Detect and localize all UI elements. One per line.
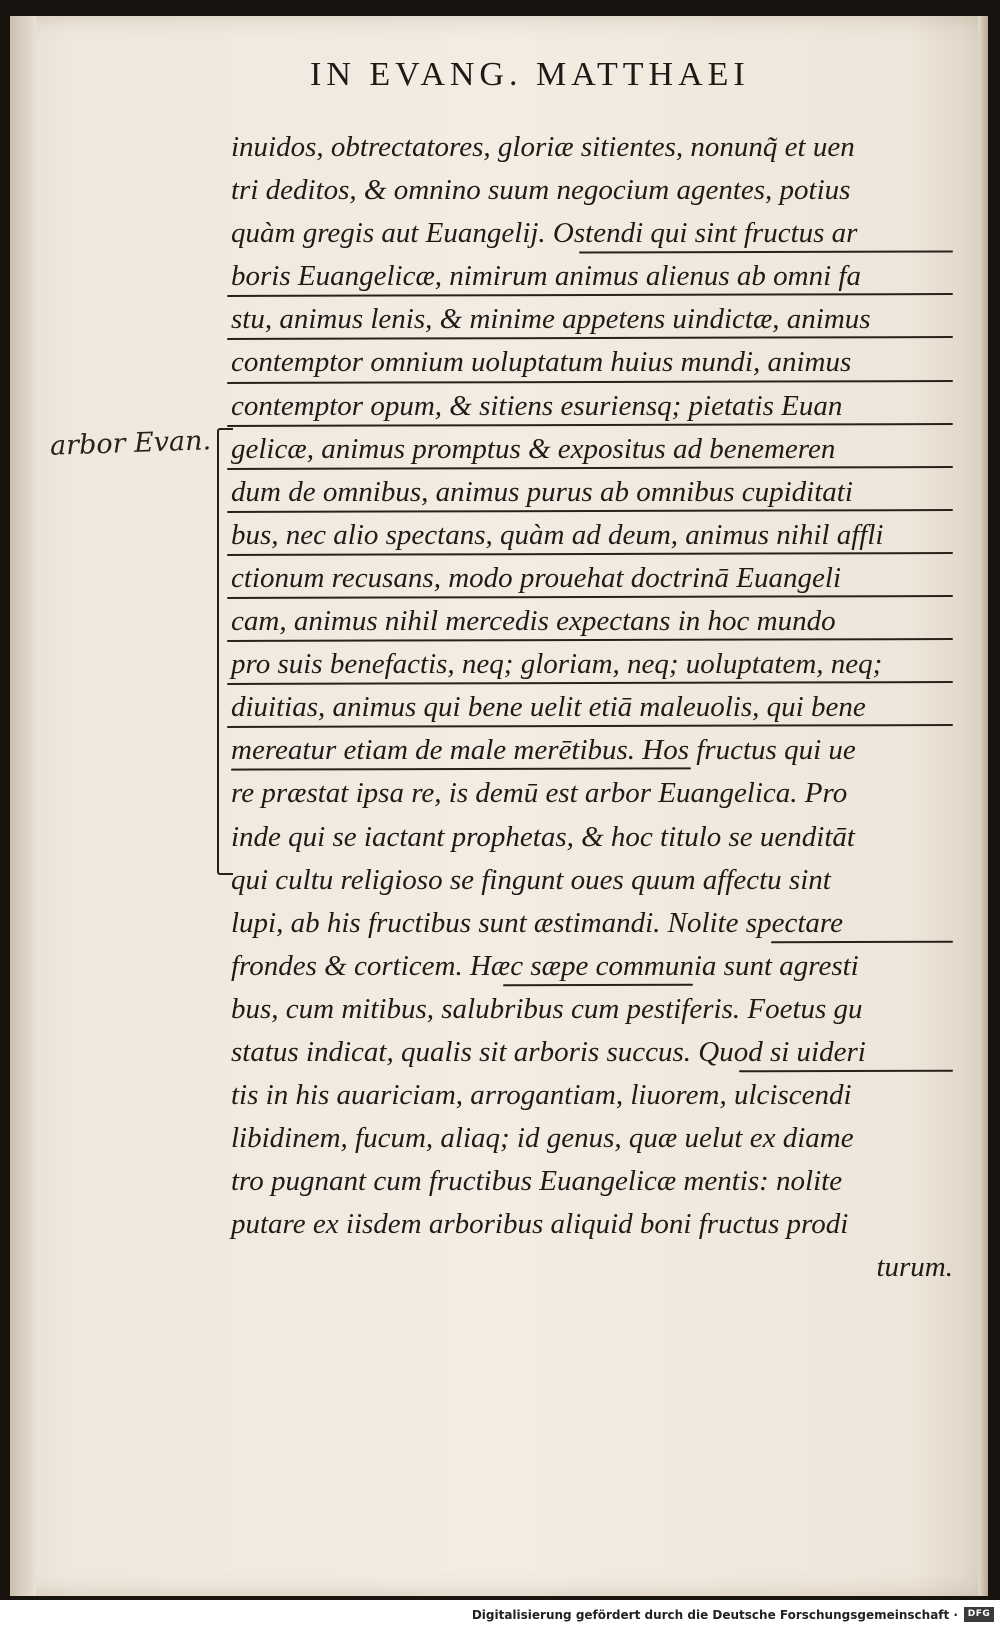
running-head: IN EVANG. MATTHAEI — [310, 56, 750, 93]
text-line: putare ex iisdem arboribus aliquid boni fructus prodi — [231, 1208, 849, 1241]
book-page — [10, 16, 988, 1596]
text-line: qui cultu religioso se fingunt oues quum affectu sint — [231, 863, 831, 896]
manuscript-underline — [227, 638, 953, 642]
manuscript-underline — [227, 337, 953, 341]
text-line: tro pugnant cum fructibus Euangelicæ mentis: nolite — [231, 1165, 843, 1198]
funding-credit: Digitalisierung gefördert durch die Deutsche Forschungsgemeinschaft · — [471, 1608, 958, 1622]
text-line: tri deditos, & omnino suum negocium agentes, potius — [231, 174, 851, 207]
text-line: libidinem, fucum, aliaq; id genus, quæ uelut ex diame — [231, 1122, 854, 1155]
text-line: diuitias, animus qui bene uelit etiā maleuolis, qui bene — [231, 686, 953, 729]
text-line: boris Euangelicæ, nimirum animus alienus ab omni fa — [231, 255, 953, 298]
text-line: inuidos, obtrectatores, gloriæ sitientes, nonunq̃ et uen — [231, 131, 855, 163]
manuscript-underline — [227, 681, 953, 685]
manuscript-underline — [227, 423, 953, 427]
text-line: dum de omnibus, animus purus ab omnibus cupiditati — [231, 471, 953, 514]
text-line: contemptor omnium uoluptatum huius mundi, animus — [231, 341, 953, 384]
catchword-line: turum. — [876, 1251, 953, 1284]
marginal-annotation: arbor Evan. — [49, 425, 212, 462]
manuscript-underline — [227, 595, 953, 599]
text-line: pro suis benefactis, neq; gloriam, neq; uoluptatem, neq; — [231, 643, 953, 686]
text-line: lupi, ab his fructibus sunt æstimandi. Nolite spectare — [231, 902, 953, 945]
manuscript-underline — [503, 984, 693, 986]
manuscript-underline — [227, 724, 953, 728]
manuscript-underline — [227, 509, 953, 513]
text-line: bus, nec alio spectans, quàm ad deum, animus nihil affli — [231, 514, 953, 557]
text-line: contemptor opum, & sitiens esuriensq; pietatis Euan — [231, 385, 953, 428]
manuscript-underline — [227, 293, 953, 297]
text-line: stu, animus lenis, & minime appetens uindictæ, animus — [231, 298, 953, 341]
page-gutter — [10, 16, 36, 1596]
text-line: mereatur etiam de male merētibus. Hos fructus qui ue — [231, 729, 953, 772]
digitization-footer — [0, 1600, 1000, 1631]
manuscript-underline — [227, 552, 953, 556]
body-text — [231, 126, 953, 1290]
text-line: tis in his auariciam, arrogantiam, liuorem, ulciscendi — [231, 1079, 852, 1112]
manuscript-underline — [227, 466, 953, 470]
manuscript-underline — [227, 380, 953, 384]
text-line: inde qui se iactant prophetas, & hoc titulo se uenditāt — [231, 820, 855, 853]
text-line: status indicat, qualis sit arboris succus. Quod si uideri — [231, 1031, 953, 1074]
text-line: cam, animus nihil mercedis expectans in hoc mundo — [231, 600, 953, 643]
page-fore-edge — [978, 16, 988, 1596]
text-line: quàm gregis aut Euangelij. Ostendi qui sint fructus ar — [231, 212, 953, 255]
text-line: bus, cum mitibus, salubribus cum pestiferis. Foetus gu — [231, 992, 863, 1025]
manuscript-underline — [231, 768, 691, 771]
dfg-logo-icon: DFG — [964, 1607, 994, 1622]
manuscript-underline — [739, 1070, 953, 1073]
text-line: frondes & corticem. Hæc sæpe communia sunt agresti — [231, 945, 953, 988]
manuscript-underline — [579, 251, 953, 254]
manuscript-underline — [771, 941, 953, 943]
text-line: ctionum recusans, modo prouehat doctrinā Euangeli — [231, 557, 953, 600]
text-line: re præstat ipsa re, is demū est arbor Euangelica. Pro — [231, 777, 848, 810]
text-line: gelicæ, animus promptus & expositus ad benemeren — [231, 428, 953, 471]
